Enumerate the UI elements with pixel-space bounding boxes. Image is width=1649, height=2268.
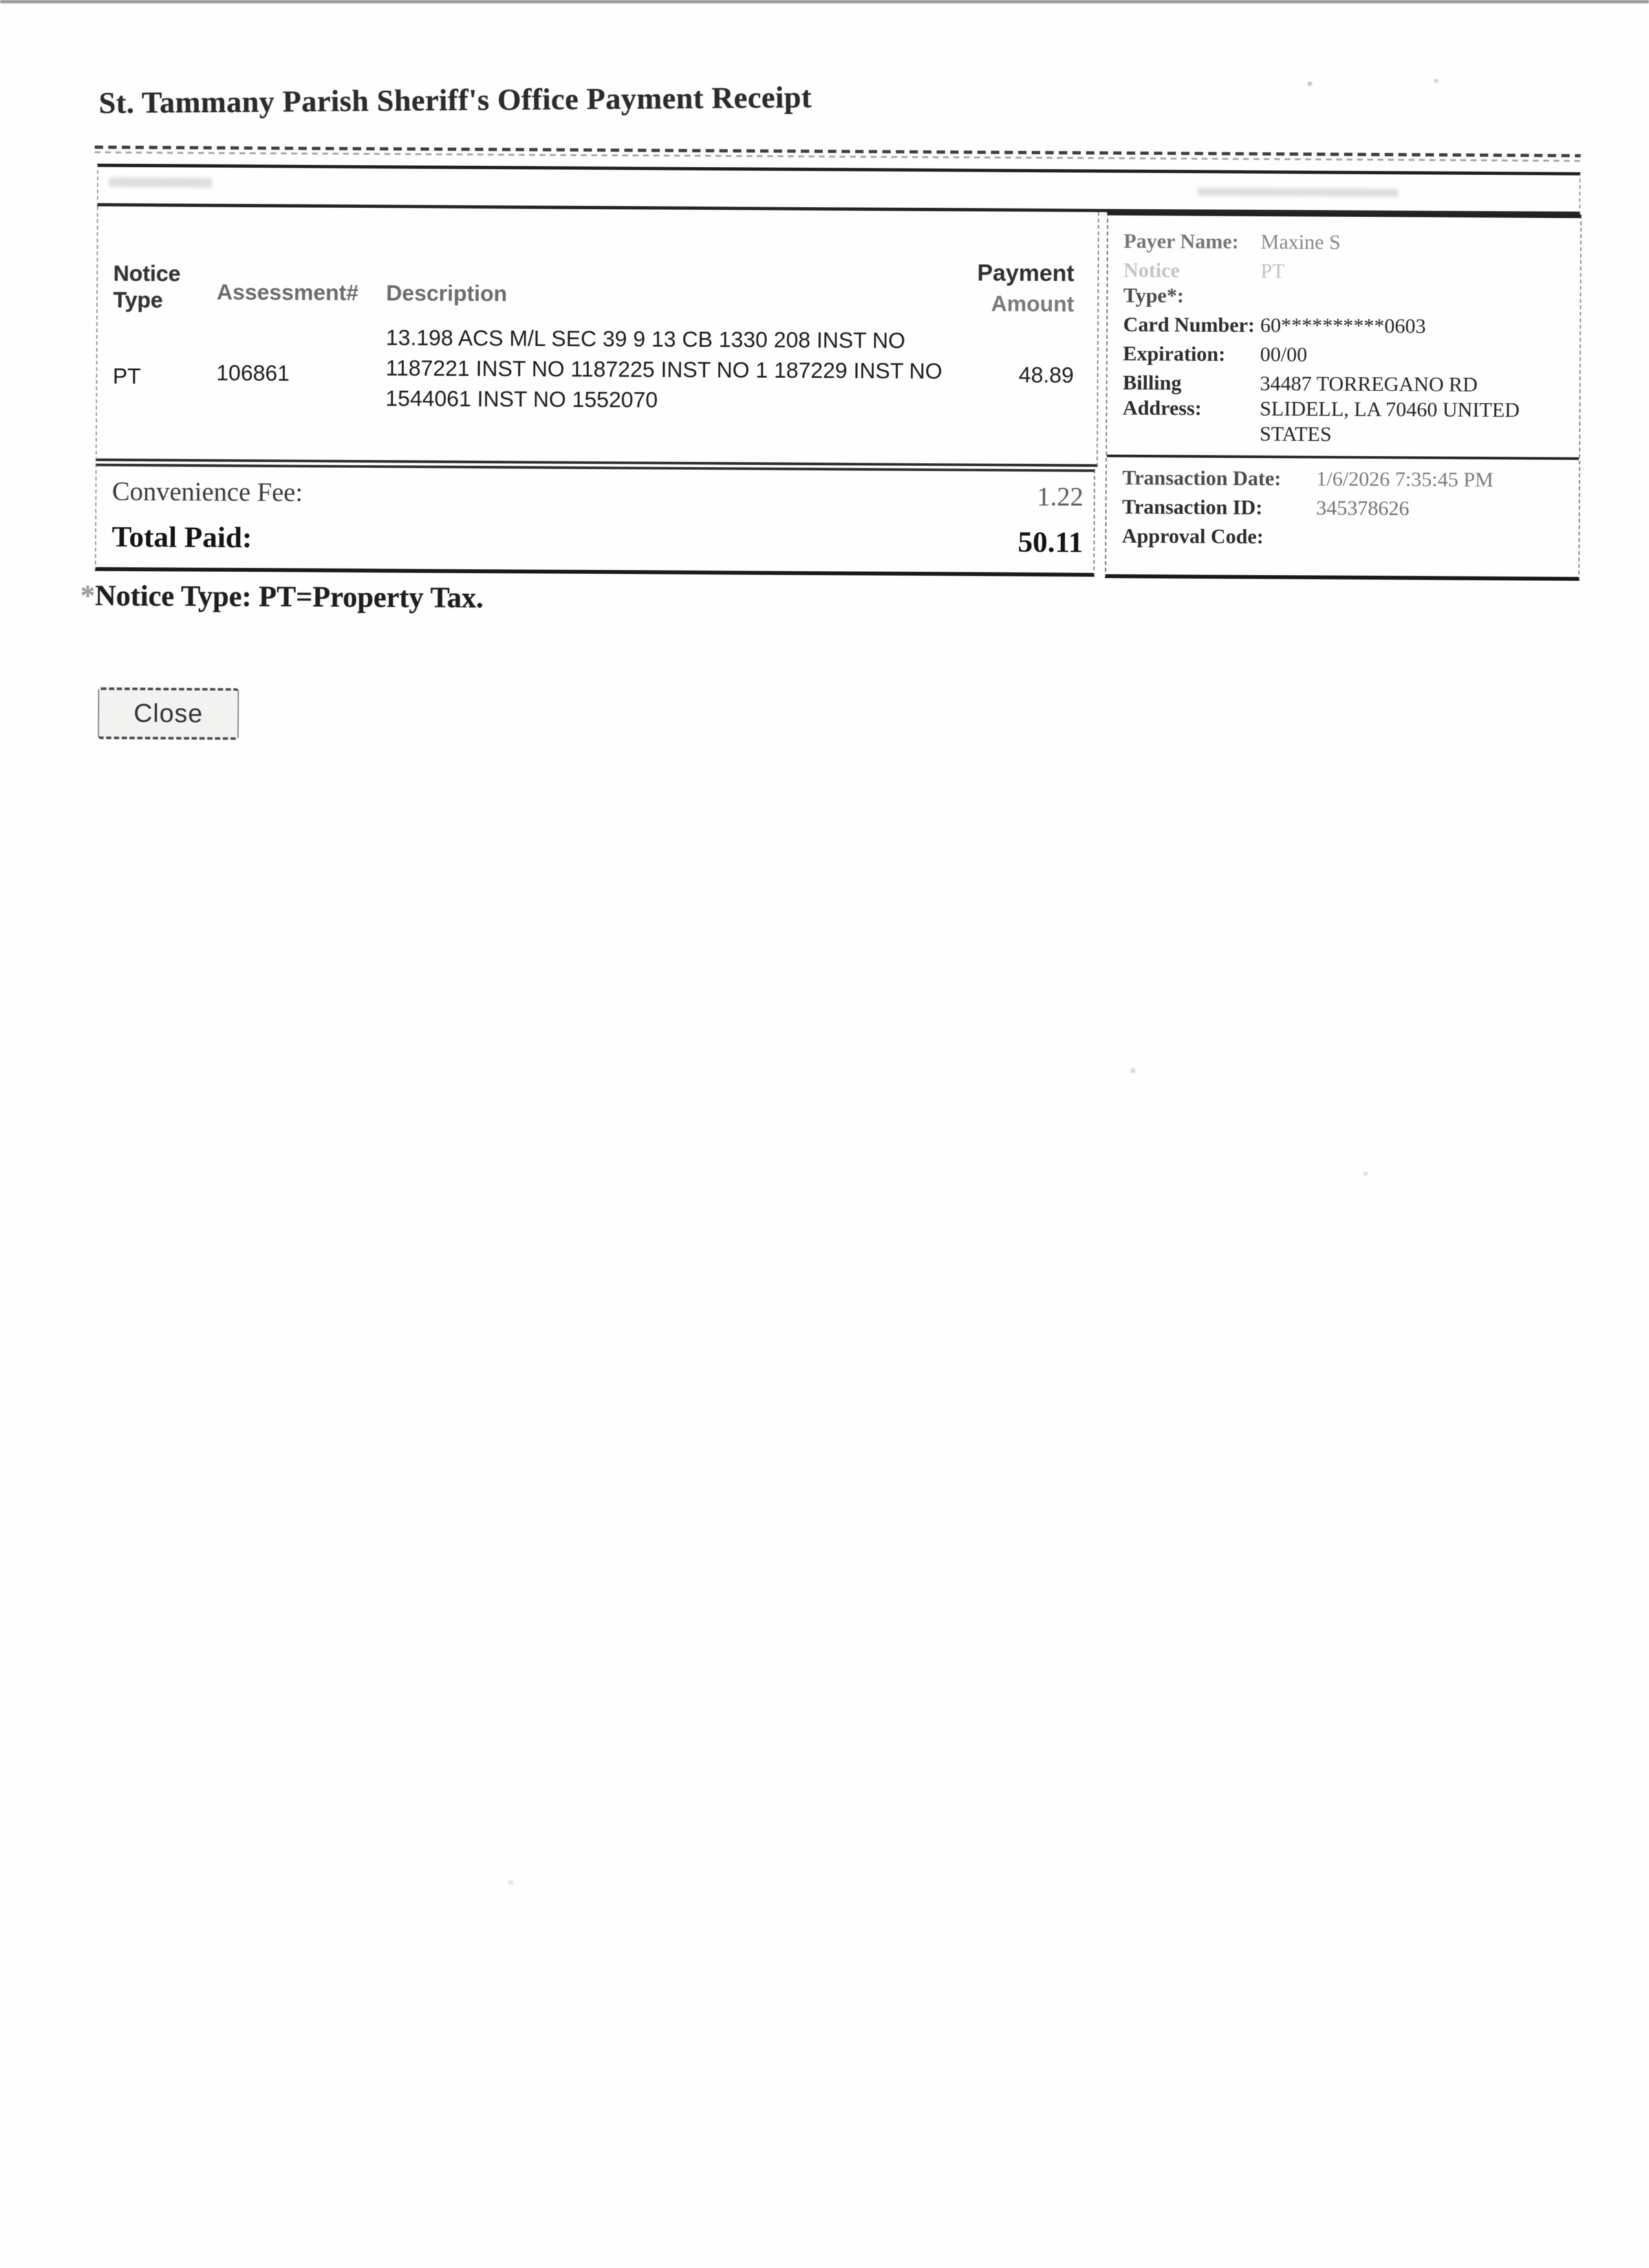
scan-smudge bbox=[1198, 187, 1398, 197]
billing-address-label: Billing Address: bbox=[1123, 370, 1202, 420]
scan-speck bbox=[1130, 1068, 1136, 1073]
transaction-date-value: 1/6/2026 7:35:45 PM bbox=[1316, 467, 1494, 491]
transaction-id-value: 345378626 bbox=[1316, 496, 1410, 520]
details-divider bbox=[1107, 455, 1579, 460]
expiration-label: Expiration: bbox=[1123, 341, 1225, 366]
scan-smudge bbox=[109, 177, 212, 187]
scan-speck bbox=[1363, 1171, 1368, 1176]
footnote-text: Notice Type: PT=Property Tax. bbox=[94, 579, 484, 614]
billing-address-line1: 34487 TORREGANO RD bbox=[1260, 371, 1478, 396]
convenience-fee-value: 1.22 bbox=[1037, 481, 1084, 511]
column-header-notice-type: Notice Type bbox=[113, 261, 181, 314]
column-header-assessment: Assessment# bbox=[217, 280, 359, 306]
payment-details-panel bbox=[1105, 212, 1582, 581]
cell-description: 13.198 ACS M/L SEC 39 9 13 CB 1330 208 INST NO 1187221 INST NO 1187225 INST NO 1 187229 INST NO 1544061 INST NO 1552070 bbox=[385, 325, 943, 412]
transaction-id-row bbox=[1122, 495, 1568, 522]
notice-type-footnote bbox=[80, 580, 483, 614]
expiration-value: 00/00 bbox=[1260, 342, 1308, 367]
payer-name-row bbox=[1123, 228, 1569, 256]
card-number-value: 60**********0603 bbox=[1260, 313, 1426, 338]
cell-payment-amount: 48.89 bbox=[1018, 363, 1074, 388]
amount-header-line: Amount bbox=[991, 292, 1075, 317]
notice-type-label bbox=[1123, 257, 1260, 308]
scan-speck bbox=[508, 1880, 513, 1885]
payment-header-line: Payment bbox=[977, 259, 1075, 286]
notice-type-value: PT bbox=[1260, 259, 1285, 283]
column-header-payment-amount bbox=[884, 259, 1085, 317]
close-button[interactable] bbox=[98, 687, 239, 740]
card-number-row bbox=[1123, 312, 1569, 339]
total-paid-row bbox=[112, 519, 1083, 559]
scan-speck bbox=[1308, 81, 1312, 86]
card-number-label: Card Number: bbox=[1123, 312, 1255, 337]
cell-assessment-number: 106861 bbox=[216, 361, 290, 386]
approval-code-row bbox=[1122, 524, 1568, 551]
receipt bbox=[0, 0, 1649, 914]
column-header-description: Description bbox=[386, 281, 508, 306]
cell-notice-type: PT bbox=[113, 364, 141, 389]
scan-speck bbox=[1434, 79, 1438, 83]
notice-type-row bbox=[1123, 257, 1569, 310]
expiration-row bbox=[1123, 341, 1569, 369]
transaction-date-label: Transaction Date: bbox=[1122, 465, 1282, 490]
billing-address-row bbox=[1123, 370, 1569, 448]
notice-type-label-line2: Type*: bbox=[1123, 283, 1184, 307]
dashed-separator bbox=[94, 145, 1580, 162]
transaction-date-row bbox=[1122, 465, 1568, 493]
notice-type-label-line1: Notice bbox=[1123, 258, 1180, 282]
close-button-label: Close bbox=[133, 698, 204, 728]
totals-box bbox=[95, 464, 1095, 577]
billing-address-line2: SLIDELL, LA 70460 UNITED STATES bbox=[1259, 396, 1520, 446]
transaction-id-label: Transaction ID: bbox=[1122, 495, 1263, 519]
total-paid-value: 50.11 bbox=[1017, 525, 1084, 559]
convenience-fee-row bbox=[112, 475, 1083, 512]
billing-address-value bbox=[1260, 371, 1569, 449]
total-paid-label: Total Paid: bbox=[111, 520, 252, 554]
footnote-asterisk: * bbox=[80, 579, 96, 612]
payment-table bbox=[96, 206, 1099, 467]
approval-code-label: Approval Code: bbox=[1121, 524, 1264, 548]
payer-name-value: Maxine S bbox=[1260, 230, 1341, 254]
payer-name-label: Payer Name: bbox=[1123, 229, 1239, 253]
convenience-fee-label: Convenience Fee: bbox=[112, 476, 303, 507]
page-title: St. Tammany Parish Sheriff's Office Payment Receipt bbox=[98, 80, 812, 120]
approval-code-value bbox=[1316, 524, 1568, 551]
